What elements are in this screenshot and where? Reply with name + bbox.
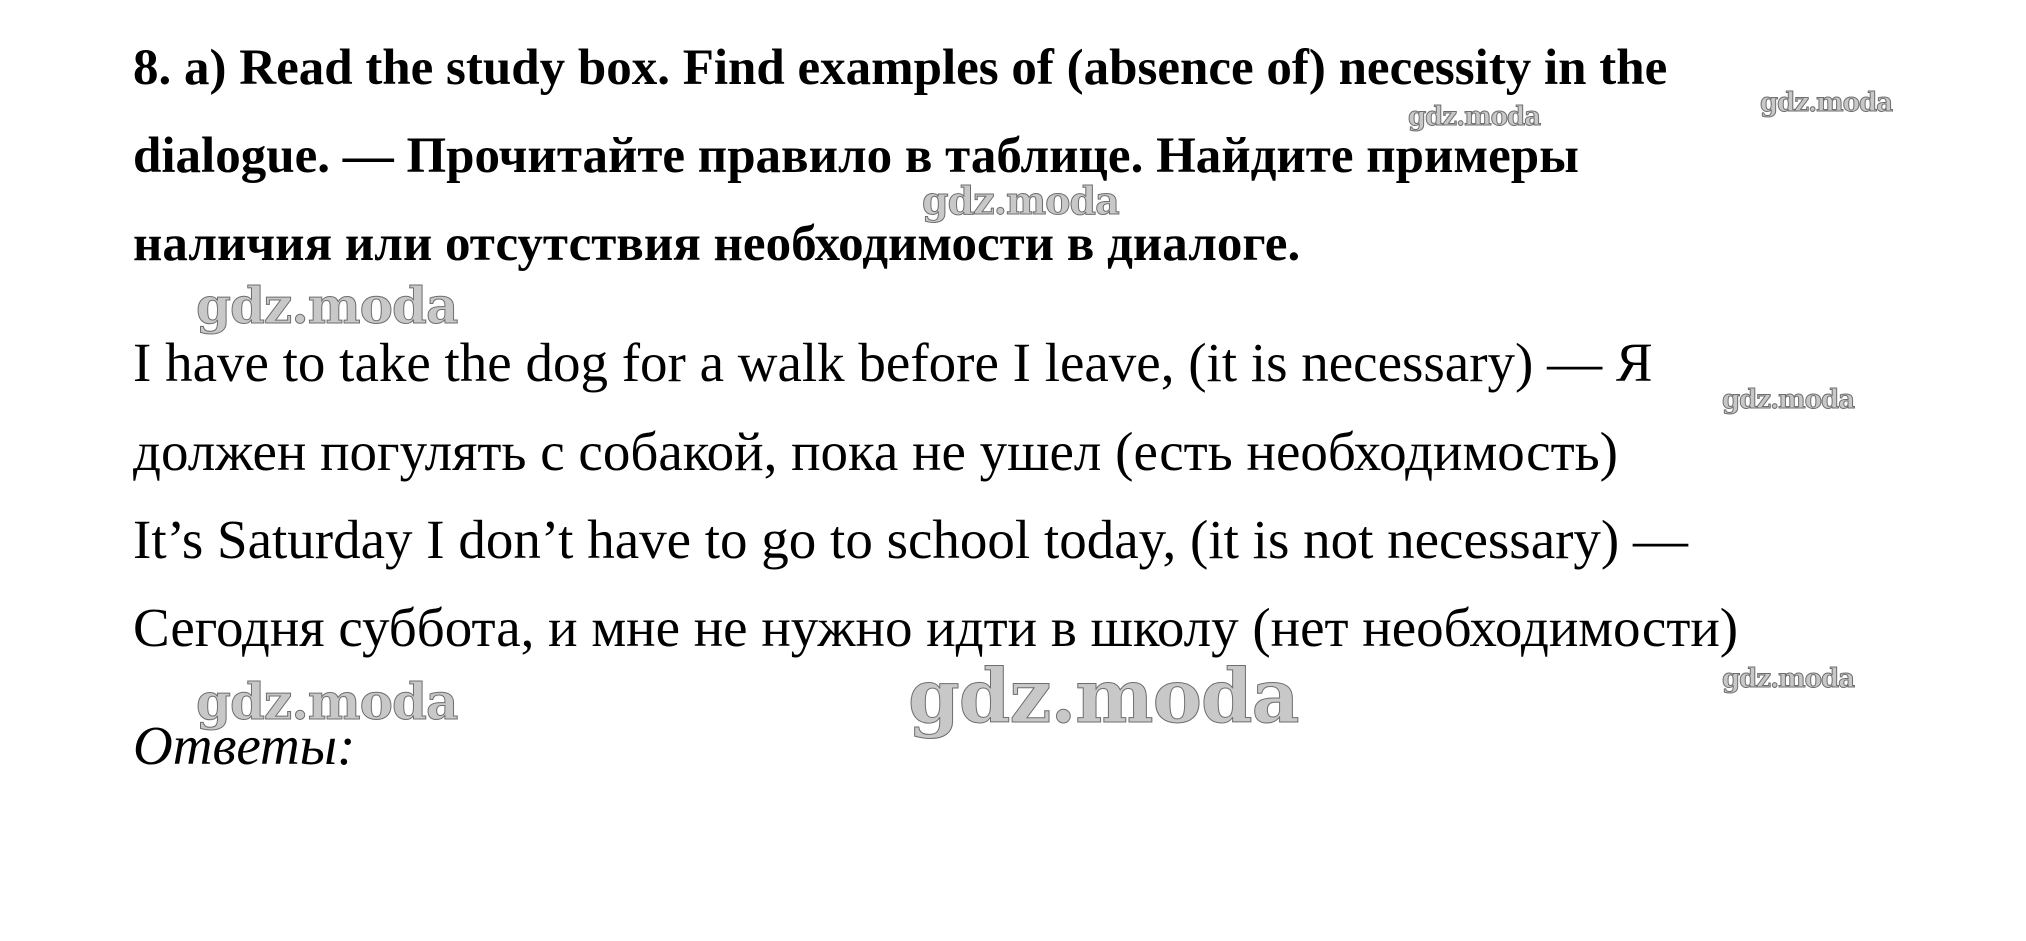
example-line-3: It’s Saturday I don’t have to go to school today, (it is not necessary) — xyxy=(133,509,1688,570)
example-line-4: Сегодня суббота, и мне не нужно идти в школу (нет необходимости) xyxy=(133,597,1739,658)
task-heading-line-3: наличия или отсутствия необходимости в диалоге. xyxy=(133,216,1301,272)
example-line-2: должен погулять с собакой, пока не ушел (есть необходимость) xyxy=(133,421,1618,482)
watermark: gdz.moda xyxy=(196,672,458,731)
task-heading-line-1: 8. a) Read the study box. Find examples of (absence of) necessity in the xyxy=(133,40,1668,96)
watermark: gdz.moda xyxy=(1722,385,1855,415)
watermark: gdz.moda xyxy=(922,178,1119,223)
watermark: gdz.moda xyxy=(1722,664,1855,694)
watermark: gdz.moda xyxy=(908,654,1299,740)
answers-label: Ответы: xyxy=(133,715,356,776)
watermark: gdz.moda xyxy=(1408,102,1541,132)
example-line-1: I have to take the dog for a walk before I leave, (it is necessary) — Я xyxy=(133,332,1653,393)
task-heading-line-2: dialogue. — Прочитайте правило в таблице. Найдите примеры xyxy=(133,128,1579,184)
watermark: gdz.moda xyxy=(1760,88,1893,118)
watermark: gdz.moda xyxy=(196,276,458,335)
